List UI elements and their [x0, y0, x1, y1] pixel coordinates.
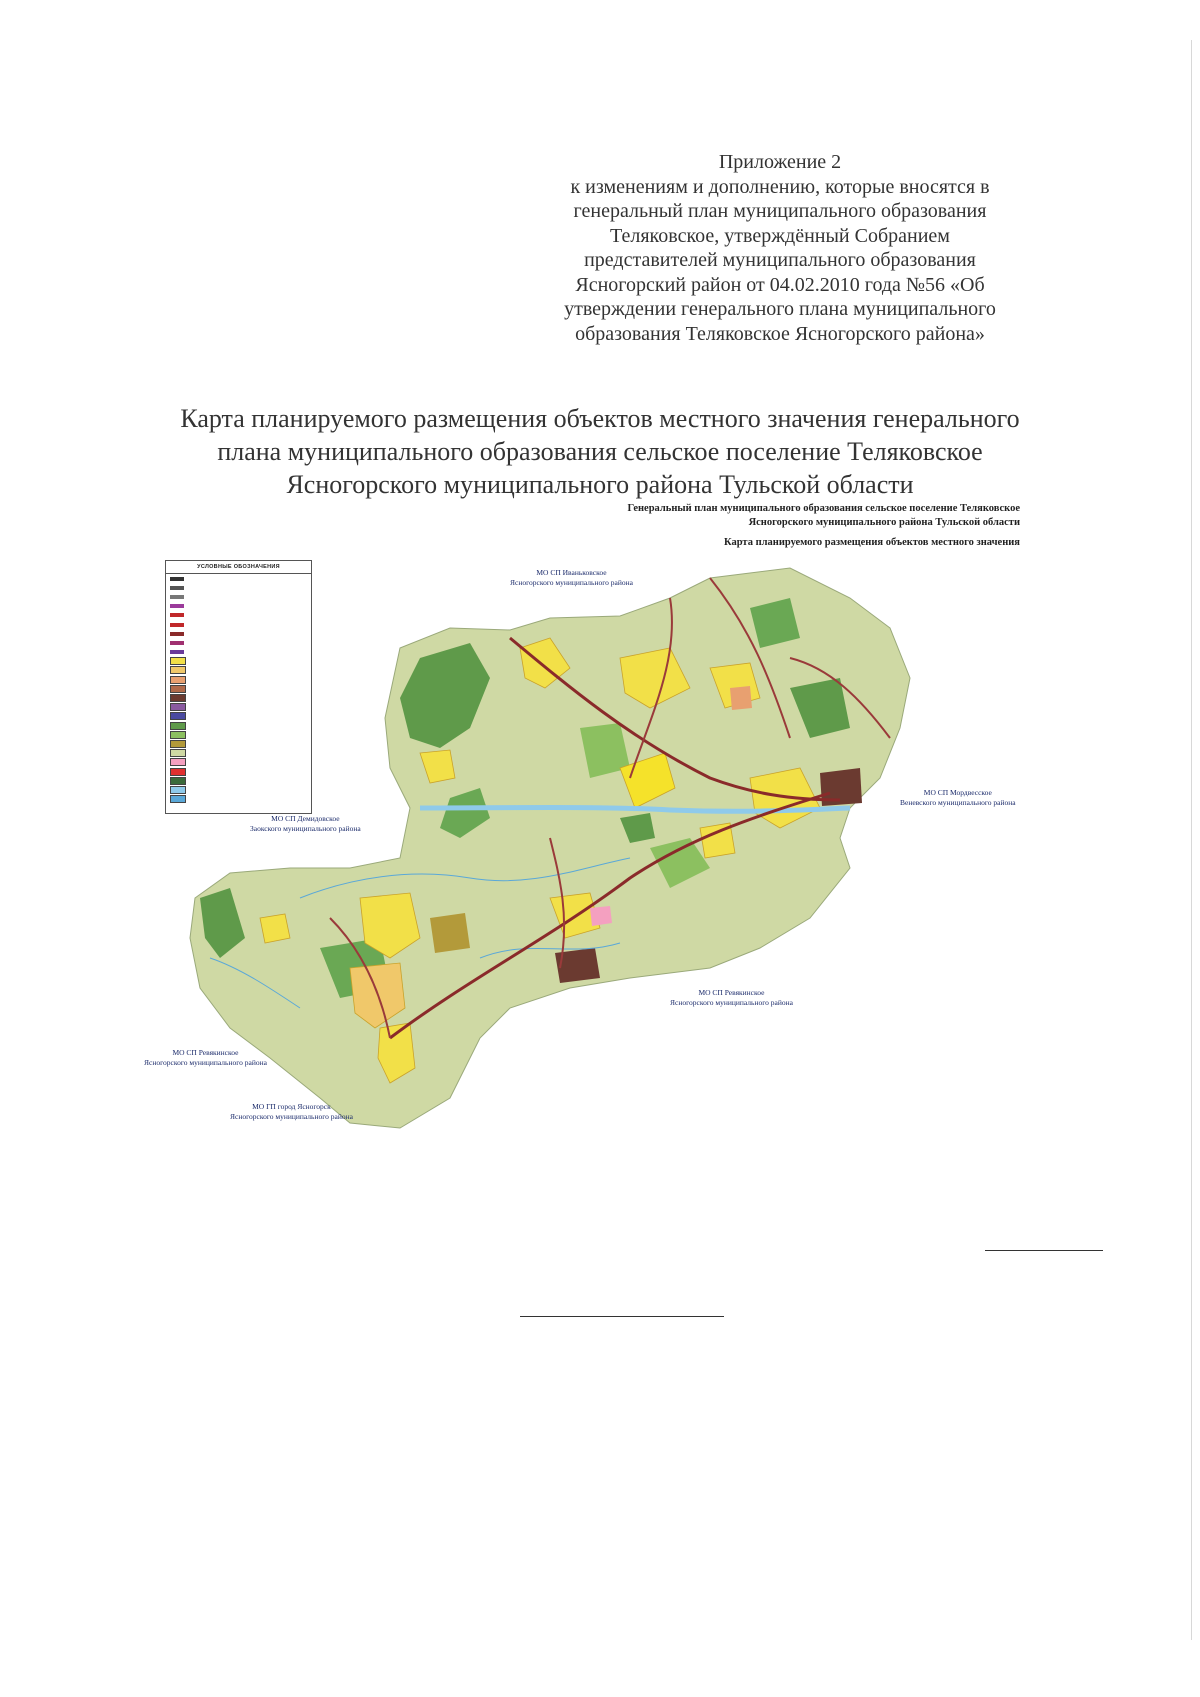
legend-swatch [170, 712, 186, 720]
legend-swatch [170, 641, 184, 645]
legend-row [166, 767, 311, 776]
legend-swatch [170, 666, 186, 674]
document-title [100, 402, 1100, 501]
appendix-line: Ясногорский район от 04.02.2010 года №56 «Об [575, 273, 985, 296]
legend-swatch [170, 795, 186, 803]
legend-swatch [170, 595, 184, 599]
legend-swatch [170, 604, 184, 608]
legend-swatch [170, 758, 186, 766]
legend-swatch [170, 650, 184, 654]
signature-line [985, 1250, 1103, 1251]
legend-swatch [170, 749, 186, 757]
legend-row [166, 638, 311, 647]
legend-row [166, 574, 311, 583]
legend-row [166, 666, 311, 675]
legend-row [166, 693, 311, 702]
legend-row [166, 657, 311, 666]
legend-swatch [170, 722, 186, 730]
appendix-line: Приложение 2 [718, 151, 842, 173]
neighbor-label-southwest: МО СП Ревякинское Ясногорского муниципального района [144, 1048, 267, 1067]
appendix-line: представителей муниципального образования [584, 249, 976, 271]
appendix-line: образования Теляковское Ясногорского района» [575, 322, 985, 345]
legend-row [166, 629, 311, 638]
legend-swatch [170, 768, 186, 776]
legend-row [166, 648, 311, 657]
legend-swatch [170, 731, 186, 739]
legend-row [166, 721, 311, 730]
appendix-note [520, 150, 1040, 346]
neighbor-label-east: МО СП Мордвесское Веневского муниципального района [900, 788, 1016, 807]
title-line: плана муниципального образования сельское поселение Теляковское [217, 437, 983, 466]
appendix-line: к изменениям и дополнению, которые вносятся в [570, 175, 990, 198]
neighbor-label-south: МО СП Ревякинское Ясногорского муниципального района [670, 988, 793, 1007]
legend-swatch [170, 577, 184, 581]
appendix-line: генеральный план муниципального образования [573, 200, 987, 222]
legend-swatch [170, 703, 186, 711]
legend-row [166, 776, 311, 785]
neighbor-label-city: МО ГП город Ясногорск Ясногорского муниципального района [230, 1102, 353, 1121]
legend-swatch [170, 777, 186, 785]
agricultural-zone [430, 913, 470, 953]
legend-swatch [170, 685, 186, 693]
legend-swatch [170, 623, 184, 627]
legend-row [166, 583, 311, 592]
legend-row [166, 684, 311, 693]
map-legend [165, 560, 312, 814]
legend-row [166, 620, 311, 629]
legend-swatch [170, 694, 186, 702]
legend-row [166, 785, 311, 794]
map-heading-line: Генеральный план муниципального образования сельское поселение Теляковское [627, 503, 1020, 514]
title-line: Карта планируемого размещения объектов местного значения генерального [180, 404, 1020, 433]
page-edge-line [1191, 40, 1192, 1640]
map-heading [627, 502, 1020, 550]
legend-row [166, 712, 311, 721]
legend-title: УСЛОВНЫЕ ОБОЗНАЧЕНИЯ [166, 561, 311, 574]
legend-swatch [170, 786, 186, 794]
legend-row [166, 749, 311, 758]
neighbor-label-north: МО СП Иваньковское Ясногорского муниципального района [510, 568, 633, 587]
legend-row [166, 611, 311, 620]
appendix-line: утверждении генерального плана муниципального [564, 298, 996, 320]
legend-swatch [170, 740, 186, 748]
legend-row [166, 739, 311, 748]
settlement-area [260, 914, 290, 943]
neighbor-label-west: МО СП Демидовское Заокского муниципального района [250, 814, 361, 833]
legend-row [166, 675, 311, 684]
legend-row [166, 730, 311, 739]
legend-swatch [170, 586, 184, 590]
legend-row [166, 602, 311, 611]
legend-row [166, 592, 311, 601]
title-line: Ясногорского муниципального района Тульской области [286, 470, 914, 499]
public-zone [730, 686, 752, 710]
appendix-line: Теляковское, утверждённый Собранием [610, 224, 950, 247]
legend-swatch [170, 632, 184, 636]
map-subheading: Карта планируемого размещения объектов местного значения [724, 537, 1020, 548]
legend-row [166, 758, 311, 767]
closing-line [520, 1316, 724, 1317]
map-heading-line: Ясногорского муниципального района Тульской области [748, 517, 1020, 528]
legend-swatch [170, 613, 184, 617]
legend-row [166, 703, 311, 712]
legend-swatch [170, 676, 186, 684]
legend-row [166, 795, 311, 804]
legend-swatch [170, 657, 186, 665]
public-zone [590, 906, 612, 926]
